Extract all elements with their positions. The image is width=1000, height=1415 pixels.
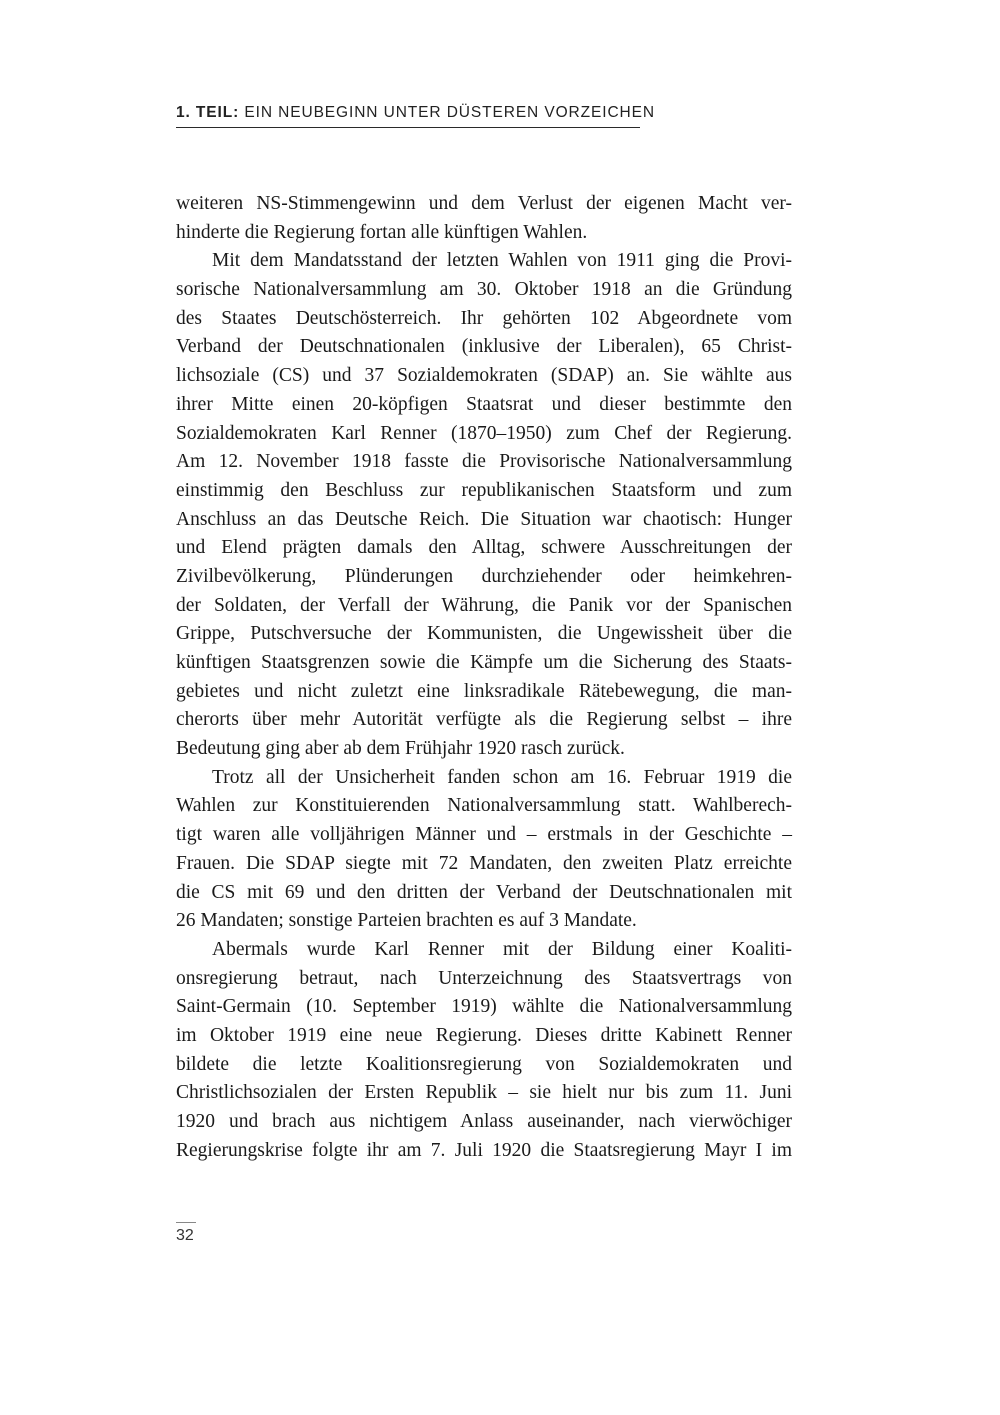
- body-text: [176, 190, 792, 1165]
- text-line: Sozialdemokraten Karl Renner (1870–1950) zum Chef der Regierung.: [176, 422, 792, 444]
- text-line: onsregierung betraut, nach Unterzeichnung des Staatsvertrags von: [176, 967, 792, 989]
- text-line: 26 Mandaten; sonstige Parteien brachten es auf 3 Mandate.: [176, 910, 637, 932]
- text-line: tigt waren alle volljährigen Männer und – erstmals in der Geschichte –: [176, 824, 792, 846]
- text-line: die CS mit 69 und den dritten der Verband der Deutschnationalen mit: [176, 881, 792, 903]
- text-line: Mit dem Mandatsstand der letzten Wahlen von 1911 ging die Provi-: [212, 250, 792, 272]
- text-line: Verband der Deutschnationalen (inklusive der Liberalen), 65 Christ-: [176, 336, 792, 358]
- text-line: des Staates Deutschösterreich. Ihr gehörten 102 Abgeordnete vom: [176, 307, 792, 329]
- text-line: Bedeutung ging aber ab dem Frühjahr 1920 rasch zurück.: [176, 738, 625, 760]
- text-line: Zivilbevölkerung, Plünderungen durchziehender oder heimkehren-: [176, 565, 792, 587]
- text-line: sorische Nationalversammlung am 30. Oktober 1918 an die Gründung: [176, 279, 792, 301]
- text-line: bildete die letzte Koalitionsregierung von Sozialdemokraten und: [176, 1053, 792, 1075]
- text-line: Wahlen zur Konstituierenden Nationalversammlung statt. Wahlberech-: [176, 795, 792, 817]
- text-line: der Soldaten, der Verfall der Währung, die Panik vor der Spanischen: [176, 594, 792, 616]
- text-line: Am 12. November 1918 fasste die Provisorische Nationalversammlung: [176, 451, 792, 473]
- text-line: gebietes und nicht zuletzt eine linksradikale Rätebewegung, die man-: [176, 680, 792, 702]
- text-line: Grippe, Putschversuche der Kommunisten, die Ungewissheit über die: [176, 623, 792, 645]
- text-line: künftigen Staatsgrenzen sowie die Kämpfe um die Sicherung des Staats-: [176, 652, 792, 673]
- running-head: [176, 104, 655, 128]
- text-line: Trotz all der Unsicherheit fanden schon am 16. Februar 1919 die: [212, 766, 792, 788]
- text-line: hinderte die Regierung fortan alle künftigen Wahlen.: [176, 221, 588, 243]
- text-line: ihrer Mitte einen 20-köpfigen Staatsrat und dieser bestimmte den: [176, 393, 792, 415]
- text-line: Frauen. Die SDAP siegte mit 72 Mandaten, den zweiten Platz erreichte: [176, 852, 792, 874]
- text-line: cherorts über mehr Autorität verfügte als die Regierung selbst – ihre: [176, 709, 792, 731]
- page-number-rule: [176, 1222, 196, 1223]
- text-line: Regierungskrise folgte ihr am 7. Juli 1920 die Staatsregierung Mayr I im: [176, 1139, 792, 1161]
- text-line: Anschluss an das Deutsche Reich. Die Situation war chaotisch: Hunger: [176, 508, 792, 530]
- page-number: 32: [176, 1227, 194, 1244]
- text-line: Abermals wurde Karl Renner mit der Bildung einer Koaliti-: [212, 938, 792, 960]
- text-line: einstimmig den Beschluss zur republikanischen Staatsform und zum: [176, 479, 792, 501]
- text-line: 1920 und brach aus nichtigem Anlass auseinander, nach vierwöchiger: [176, 1111, 792, 1132]
- text-line: weiteren NS-Stimmengewinn und dem Verlust der eigenen Macht ver-: [176, 193, 792, 214]
- text-line: und Elend prägten damals den Alltag, schwere Ausschreitungen der: [176, 537, 792, 559]
- text-line: im Oktober 1919 eine neue Regierung. Dieses dritte Kabinett Renner: [176, 1024, 792, 1046]
- text-line: Saint-Germain (10. September 1919) wählte die Nationalversammlung: [176, 996, 792, 1018]
- running-head-part: 1. TEIL:: [176, 104, 240, 121]
- text-line: lichsoziale (CS) und 37 Sozialdemokraten (SDAP) an. Sie wählte aus: [176, 365, 792, 387]
- running-head-title: EIN NEUBEGINN UNTER DÜSTEREN VORZEICHEN: [239, 104, 655, 121]
- text-line: Christlichsozialen der Ersten Republik – sie hielt nur bis zum 11. Juni: [176, 1082, 792, 1104]
